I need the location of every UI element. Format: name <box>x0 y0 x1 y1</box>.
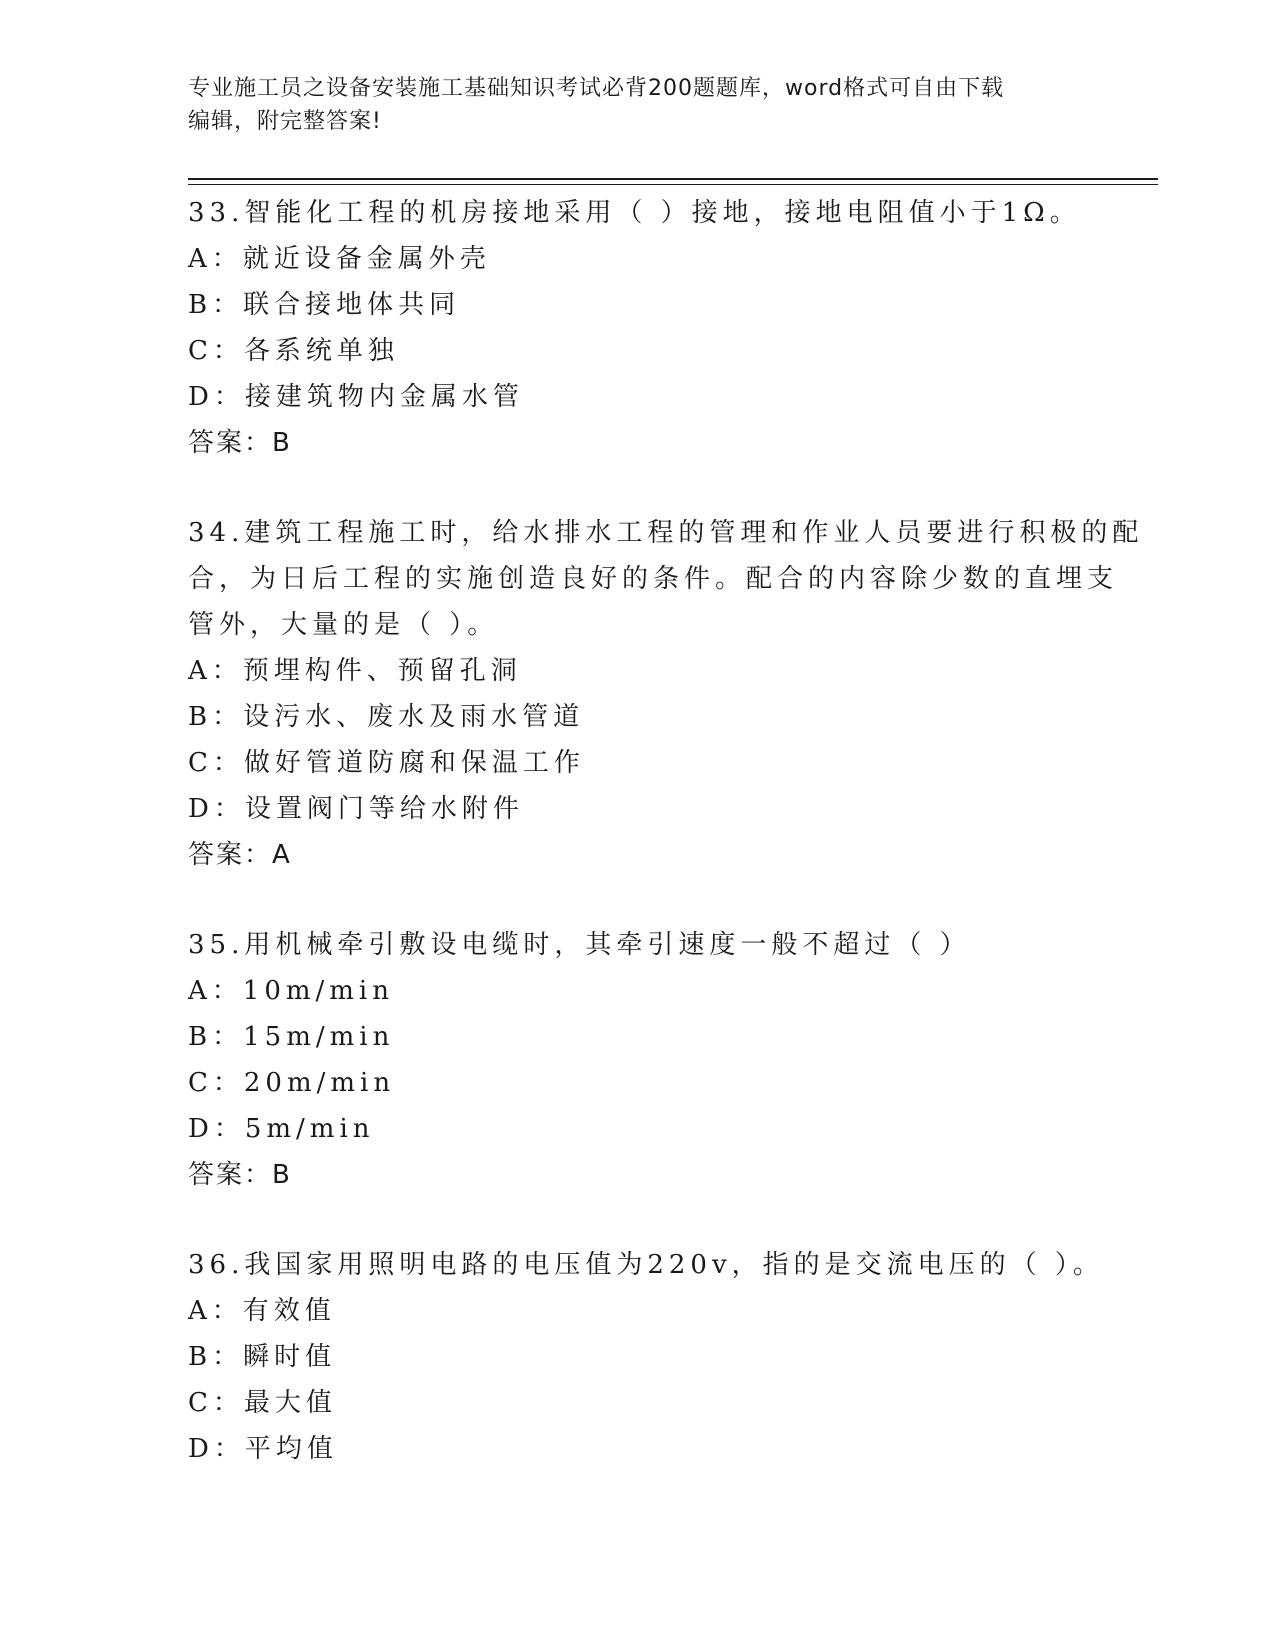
header-title-line-2: 编辑，附完整答案! <box>188 109 382 134</box>
header-divider-bottom <box>188 184 1158 185</box>
question-33 <box>188 190 1088 466</box>
option-a: A：有效值 <box>188 1296 336 1326</box>
answer-label: 答案：A <box>188 840 292 870</box>
option-b: B：15m/min <box>188 1022 395 1052</box>
header-divider-top <box>188 178 1158 180</box>
answer-label: 答案：B <box>188 428 292 458</box>
option-a: A：就近设备金属外壳 <box>188 244 491 274</box>
option-d: D：接建筑物内金属水管 <box>188 382 524 412</box>
option-d: D：平均值 <box>188 1434 338 1464</box>
answer-label: 答案：B <box>188 1160 292 1190</box>
question-35 <box>188 922 1088 1198</box>
option-a: A：预埋构件、预留孔洞 <box>188 656 522 686</box>
option-a: A：10m/min <box>188 976 394 1006</box>
option-d: D：5m/min <box>188 1114 375 1144</box>
option-b: B：联合接地体共同 <box>188 290 461 320</box>
option-c: C：各系统单独 <box>188 336 399 366</box>
option-c: C：20m/min <box>188 1068 396 1098</box>
question-34 <box>188 510 1144 878</box>
option-c: C：做好管道防腐和保温工作 <box>188 748 585 778</box>
question-list <box>188 190 1144 1516</box>
header-title-line-1: 专业施工员之设备安装施工基础知识考试必背200题题库，word格式可自由下载 <box>188 76 1005 101</box>
question-stem: 33.智能化工程的机房接地采用（ ）接地，接地电阻值小于1Ω。 <box>188 198 1081 228</box>
question-stem: 35.用机械牵引敷设电缆时，其牵引速度一般不超过（ ） <box>188 930 971 960</box>
option-d: D：设置阀门等给水附件 <box>188 794 524 824</box>
option-b: B：瞬时值 <box>188 1342 337 1372</box>
question-stem-line-1: 34.建筑工程施工时，给水排水工程的管理和作业人员要进行积极的配 <box>188 518 1144 548</box>
question-stem-line-3: 管外，大量的是（ ）。 <box>188 610 499 640</box>
document-header <box>188 72 1088 138</box>
question-36 <box>188 1242 1104 1472</box>
option-b: B：设污水、废水及雨水管道 <box>188 702 585 732</box>
question-stem: 36.我国家用照明电路的电压值为220v，指的是交流电压的（ ）。 <box>188 1250 1104 1280</box>
question-stem-line-2: 合，为日后工程的实施创造良好的条件。配合的内容除少数的直埋支 <box>188 564 1119 594</box>
option-c: C：最大值 <box>188 1388 337 1418</box>
